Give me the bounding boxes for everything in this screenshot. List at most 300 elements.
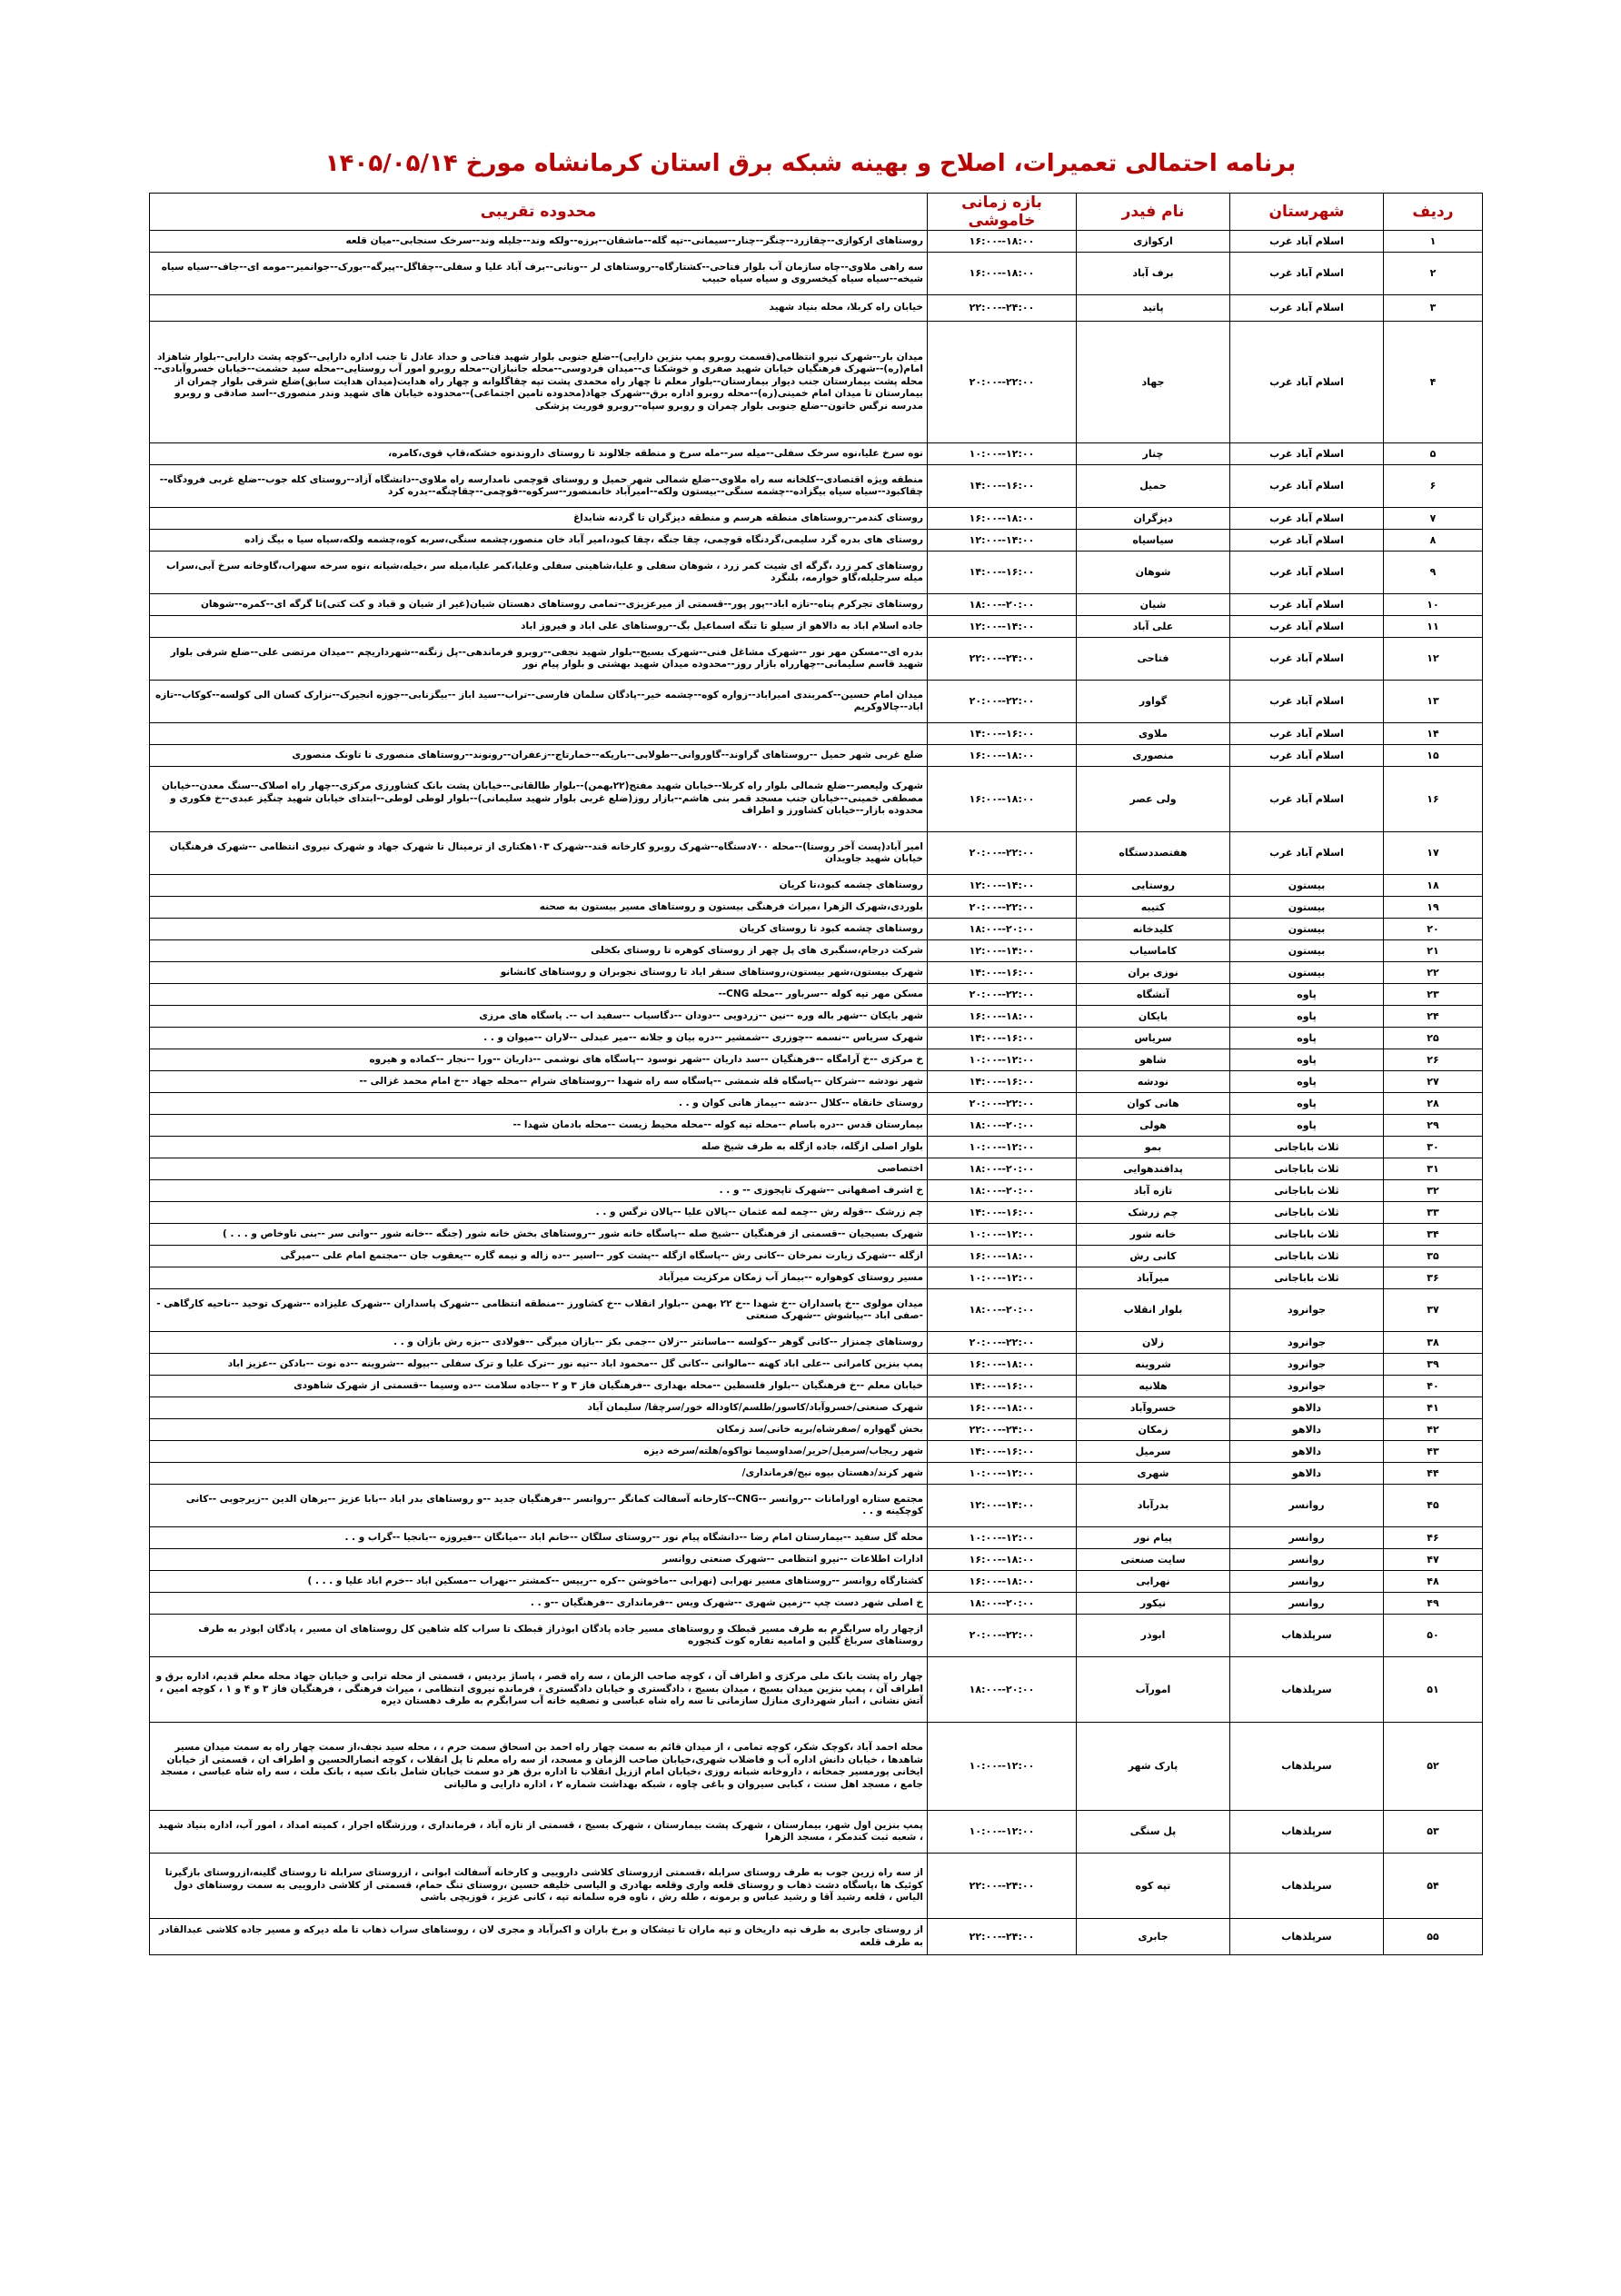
row-city: اسلام آباد غرب — [1230, 616, 1384, 638]
row-city: پاوه — [1230, 984, 1384, 1006]
row-number: ۴۹ — [1384, 1593, 1483, 1615]
row-area: روستاهای چمنزار --کانی گوهر --کولسه --ماسانتر --زلان --جمی بکز --بازان میرگی --فولادی --بزه رش بازان و . . — [150, 1332, 928, 1354]
row-feeder: ملاوی — [1077, 723, 1230, 745]
table-row — [150, 1332, 1483, 1354]
row-outage-time: ۱۴:۰۰--۱۶:۰۰ — [928, 465, 1077, 508]
row-area: پمپ بنزین اول شهر، بیمارستان ، شهرک پشت بیمارستان ، شهرک بسیج ، قسمتی از تازه آباد ، فرمانداری ، ورزشگاه اجرار ، کمیته امداد ، امور آب، اداره بنیاد شهید ، شعبه ثبت کندمکر ، مسجد الزهرا — [150, 1811, 928, 1854]
row-area: مسکن مهر تپه کوله --سرباور --محله CNG-- — [150, 984, 928, 1006]
table-row — [150, 1397, 1483, 1419]
row-area: از روستای جابری به طرف تپه داریخان و تپه ماران تا تیشکان و برخ باران و اکبرآباد و مجری لان ، روستاهای سراب ذهاب تا مله دیرکه و مسیر جاده کلاشی عبدالقادر به طرف قلعه — [150, 1919, 928, 1955]
row-outage-time: ۱۸:۰۰--۲۰:۰۰ — [928, 594, 1077, 616]
row-number: ۳۴ — [1384, 1224, 1483, 1246]
row-area: شهر کرند/دهستان بیوه نیج/فرمانداری/ — [150, 1463, 928, 1485]
table-row — [150, 443, 1483, 465]
row-city: پاوه — [1230, 1093, 1384, 1115]
row-number: ۳۲ — [1384, 1180, 1483, 1202]
row-number: ۴۱ — [1384, 1397, 1483, 1419]
row-outage-time: ۲۲:۰۰--۲۴:۰۰ — [928, 1854, 1077, 1919]
row-feeder: کتیبه — [1077, 897, 1230, 919]
table-row — [150, 1854, 1483, 1919]
row-feeder: روستایی — [1077, 875, 1230, 897]
table-row — [150, 508, 1483, 530]
row-city: سرپلذهاب — [1230, 1615, 1384, 1657]
row-number: ۴۳ — [1384, 1441, 1483, 1463]
row-city: بیستون — [1230, 940, 1384, 962]
row-outage-time: ۲۰:۰۰--۲۲:۰۰ — [928, 1615, 1077, 1657]
table-body — [150, 231, 1483, 1955]
row-feeder: ارکوازی — [1077, 231, 1230, 253]
row-outage-time: ۱۰:۰۰--۱۲:۰۰ — [928, 1137, 1077, 1158]
table-row — [150, 1028, 1483, 1049]
row-city: سرپلذهاب — [1230, 1811, 1384, 1854]
row-feeder: زلان — [1077, 1332, 1230, 1354]
row-outage-time: ۱۴:۰۰--۱۶:۰۰ — [928, 552, 1077, 594]
row-outage-time: ۱۰:۰۰--۱۲:۰۰ — [928, 443, 1077, 465]
row-outage-time: ۱۶:۰۰--۱۸:۰۰ — [928, 508, 1077, 530]
row-area: شهرک ولیعصر--ضلع شمالی بلوار راه کربلا--خیابان شهید مفتح(۲۲بهمن)--بلوار طالقانی--خیابان پشت بانک کشاورزی مرکزی--چهار راه اصلاک--سنگ معدن--خیابان مصطفی خمینی--خیابان جنب مسجد قمر بنی هاشم--بازار روز(ضلع غربی بلوار شهید سلیمانی)--بلوار لوطی لوطی--ابتدای خیابان شهید چنگیز عبدی--خ فکوری و محدوده بازار--خیابان کشاورز و اطراف — [150, 767, 928, 832]
row-feeder: سیاسیاه — [1077, 530, 1230, 552]
table-header-row — [150, 194, 1483, 231]
row-number: ۱۸ — [1384, 875, 1483, 897]
row-city: اسلام آباد غرب — [1230, 723, 1384, 745]
row-number: ۲۲ — [1384, 962, 1483, 984]
header-city: شهرستان — [1230, 194, 1384, 231]
row-feeder: شوهان — [1077, 552, 1230, 594]
row-feeder: چم زرشک — [1077, 1202, 1230, 1224]
row-area: نوه سرخ علیا،نوه سرخک سفلی--میله سر--مله سرخ و منطقه جلالوند تا روستای داروندنوه خشکه،قاپ قوی،کامره، — [150, 443, 928, 465]
table-row — [150, 1615, 1483, 1657]
row-number: ۵۴ — [1384, 1854, 1483, 1919]
row-city: ثلاث باباجانی — [1230, 1137, 1384, 1158]
row-outage-time: ۱۴:۰۰--۱۶:۰۰ — [928, 1028, 1077, 1049]
row-city: سرپلذهاب — [1230, 1723, 1384, 1811]
row-feeder: نوزی بران — [1077, 962, 1230, 984]
row-area: محله احمد آباد ،کوچک شکر، کوچه تمامی ، از میدان قائم به سمت چهار راه احمد بن اسحاق سمت حرم ، ، محله سید نجف،از سمت چهار راه به سمت میدان مسیر شاهدها ، خیابان دانش اداره آب و فاضلاب شهری،خیابان صاحب الزمان و مسجد، از سه راه معلم تا پل انقلاب ، کوچه انصارالحسین و اطراف ان ، قسمتی از خیابان ایخانی پورمسیر جمخانه ، داروخانه شبانه روزی ،خیابان امام اززیل انقلاب تا اداره برق هر دو سمت خیابان شامل بانک سپه ، بانک ملت ، سه راه شاه عباسی ، مسجد جامع ، مسجد اهل سنت ، کبابی سیروان و باغی چاوه ، شبکه بهداشت شماره ۲ ، اداره دارایی و مالیاتی — [150, 1723, 928, 1811]
row-city: سرپلذهاب — [1230, 1657, 1384, 1723]
row-area: بخش گهواره /صفرشاه/بریه خانی/سد زمکان — [150, 1419, 928, 1441]
row-city: ثلاث باباجانی — [1230, 1224, 1384, 1246]
table-row — [150, 465, 1483, 508]
row-number: ۱۲ — [1384, 638, 1483, 681]
table-row — [150, 231, 1483, 253]
row-area: شهرک بیستون،شهر بیستون،روستاهای سنقر اباد تا روستای نجوبران و روستاهای کانشانو — [150, 962, 928, 984]
row-number: ۲۳ — [1384, 984, 1483, 1006]
row-city: بیستون — [1230, 875, 1384, 897]
row-number: ۱۹ — [1384, 897, 1483, 919]
row-outage-time: ۱۶:۰۰--۱۸:۰۰ — [928, 1354, 1077, 1376]
row-city: ثلاث باباجانی — [1230, 1267, 1384, 1289]
row-area: شهر ریجاب/سرمیل/حریر/صداوسیما نواکوه/هلته/سرخه دیزه — [150, 1441, 928, 1463]
table-row — [150, 253, 1483, 295]
row-number: ۴۵ — [1384, 1485, 1483, 1527]
row-number: ۴۷ — [1384, 1549, 1483, 1571]
row-feeder: تپه کوه — [1077, 1854, 1230, 1919]
row-feeder: زمکان — [1077, 1419, 1230, 1441]
table-row — [150, 919, 1483, 940]
row-number: ۲۹ — [1384, 1115, 1483, 1137]
row-feeder: منصوری — [1077, 745, 1230, 767]
table-row — [150, 530, 1483, 552]
row-city: پاوه — [1230, 1006, 1384, 1028]
row-number: ۴۰ — [1384, 1376, 1483, 1397]
header-outage-time: بازه زمانی خاموشی — [928, 194, 1077, 231]
row-outage-time: ۱۰:۰۰--۱۲:۰۰ — [928, 1224, 1077, 1246]
row-city: اسلام آباد غرب — [1230, 231, 1384, 253]
row-number: ۵۳ — [1384, 1811, 1483, 1854]
row-outage-time: ۱۴:۰۰--۱۶:۰۰ — [928, 1202, 1077, 1224]
row-feeder: چنار — [1077, 443, 1230, 465]
row-city: اسلام آباد غرب — [1230, 767, 1384, 832]
row-city: اسلام آباد غرب — [1230, 295, 1384, 322]
row-number: ۳۱ — [1384, 1158, 1483, 1180]
row-feeder: بایکان — [1077, 1006, 1230, 1028]
row-feeder: آتشگاه — [1077, 984, 1230, 1006]
row-number: ۲۱ — [1384, 940, 1483, 962]
row-area: شهر نودشه --شرکان --پاسگاه قله شمشی --پاسگاه سه راه شهدا --روستاهای شرام --محله جهاد --خ امام محمد غزالی -- — [150, 1071, 928, 1093]
row-outage-time: ۱۸:۰۰--۲۰:۰۰ — [928, 1289, 1077, 1332]
table-row — [150, 322, 1483, 443]
row-area: روستاهای تجرکرم پناه--تازه اباد--پور پور--قسمتی از میرعزیزی--تمامی روستاهای دهستان شیان(غیر از شیان و قباد و کت کتی)تا گرگه ای--کمره--شوهان — [150, 594, 928, 616]
row-area: بلوردی،شهرک الزهرا ،میراث فرهنگی بیستون و روستاهای مسیر بیستون به صحنه — [150, 897, 928, 919]
row-feeder: شروینه — [1077, 1354, 1230, 1376]
row-city: اسلام آباد غرب — [1230, 681, 1384, 723]
row-feeder: ولی عصر — [1077, 767, 1230, 832]
row-city: جوانرود — [1230, 1289, 1384, 1332]
header-row-number: ردیف — [1384, 194, 1483, 231]
row-feeder: سرمیل — [1077, 1441, 1230, 1463]
row-city: ثلاث باباجانی — [1230, 1158, 1384, 1180]
row-area: جاده اسلام اباد به دالاهو از سیلو تا تنگه اسماعیل بگ--روستاهای علی اباد و فیروز اباد — [150, 616, 928, 638]
table-row — [150, 295, 1483, 322]
table-row — [150, 832, 1483, 875]
row-outage-time: ۲۰:۰۰--۲۲:۰۰ — [928, 322, 1077, 443]
row-city: اسلام آباد غرب — [1230, 638, 1384, 681]
row-feeder: دیزگران — [1077, 508, 1230, 530]
row-number: ۱۱ — [1384, 616, 1483, 638]
row-outage-time: ۱۰:۰۰--۱۲:۰۰ — [928, 1463, 1077, 1485]
row-number: ۴۴ — [1384, 1463, 1483, 1485]
row-outage-time: ۱۸:۰۰--۲۰:۰۰ — [928, 919, 1077, 940]
row-outage-time: ۱۲:۰۰--۱۴:۰۰ — [928, 940, 1077, 962]
row-city: روانسر — [1230, 1593, 1384, 1615]
row-outage-time: ۱۶:۰۰--۱۸:۰۰ — [928, 231, 1077, 253]
row-feeder: کلیدخانه — [1077, 919, 1230, 940]
row-city: پاوه — [1230, 1115, 1384, 1137]
row-city: روانسر — [1230, 1571, 1384, 1593]
table-row — [150, 1549, 1483, 1571]
row-area: بیمارستان قدس --دره باسام --محله تپه کوله --محله محیط زیست --محله بادمان شهدا -- — [150, 1115, 928, 1137]
row-area: اختصاصی — [150, 1158, 928, 1180]
row-city: اسلام آباد غرب — [1230, 552, 1384, 594]
row-area: مجتمع ستاره اورامانات --روانسر --CNG--کارخانه آسفالت کمانگر --روانسر --فرهنگیان جدید --و روستاهای بدر اباد --بابا عزیز --برهان الدین --زیرجوبی --کانی کوچکینه و . . — [150, 1485, 928, 1527]
table-row — [150, 1657, 1483, 1723]
row-area: روستای خانقاه --کلال --دشه --بیماز هانی کوان و . . — [150, 1093, 928, 1115]
row-number: ۱۶ — [1384, 767, 1483, 832]
row-outage-time: ۲۰:۰۰--۲۲:۰۰ — [928, 984, 1077, 1006]
table-row — [150, 723, 1483, 745]
row-area: میدان امام حسین--کمربندی امیراباد--زواره کوه--چشمه خیر--پادگان سلمان فارسی--تراب--سید اباز --بیگزنابی--جوزه انجیرک--نزارک کسان الی کولسه--کوکاب--تازه اباد--چالاوکریم — [150, 681, 928, 723]
row-area: بلوار اصلی ازگله، جاده ازگله به طرف شیخ صله — [150, 1137, 928, 1158]
row-outage-time: ۱۲:۰۰--۱۴:۰۰ — [928, 616, 1077, 638]
row-area: روستاهای چشمه کبود تا روستای کریان — [150, 919, 928, 940]
row-number: ۵۱ — [1384, 1657, 1483, 1723]
row-area: شهرک صنعتی/خسروآباد/کاسور/طلسم/کاوداله خور/سرچقا/ سلیمان آباد — [150, 1397, 928, 1419]
row-feeder: پیام نور — [1077, 1527, 1230, 1549]
table-row — [150, 1180, 1483, 1202]
row-area: سه راهی ملاوی--چاه سازمان آب بلوار فتاحی--کشتارگاه--روستاهای لر --ونانی--برف آباد علیا و سفلی--چقاگل--پیرگه--بورک--جوانمیر--مومه ای--جاف--سیاه سیاه شیخه--سیاه سیاه کیخسروی و سیاه سیاه حبیب — [150, 253, 928, 295]
row-outage-time: ۱۸:۰۰--۲۰:۰۰ — [928, 1593, 1077, 1615]
row-feeder: کاماسیاب — [1077, 940, 1230, 962]
row-area: ازچهار راه سرابگرم به طرف مسیر قبطک و روستاهای مسیر جاده پادگان ابوذراز قبطک تا سراب کله شاهین کل روستاهای ان مسیر ، پادگان ابوذر به طرف روستاهای سرباغ گلین و امامیه تفاره کوت کنجوره — [150, 1615, 928, 1657]
table-row — [150, 745, 1483, 767]
row-feeder: حمیل — [1077, 465, 1230, 508]
row-outage-time: ۲۰:۰۰--۲۲:۰۰ — [928, 1332, 1077, 1354]
row-city: روانسر — [1230, 1549, 1384, 1571]
row-feeder: ابوذر — [1077, 1615, 1230, 1657]
header-feeder: نام فیدر — [1077, 194, 1230, 231]
row-city: اسلام آباد غرب — [1230, 530, 1384, 552]
row-feeder: گواور — [1077, 681, 1230, 723]
row-outage-time: ۲۲:۰۰--۲۴:۰۰ — [928, 638, 1077, 681]
row-outage-time: ۲۲:۰۰--۲۴:۰۰ — [928, 295, 1077, 322]
row-area: چهار راه پشت بانک ملی مرکزی و اطراف آن ، کوچه صاحب الزمان ، سه راه قصر ، پاساژ بردیس ، قسمتی از محله ترابی و خیابان جهاد محله معلم قدیم، اداره برق و اطراف آن ، پمپ بنزین میدان بسیج ، میدان بسیج ، دادگستری و خیابان دادگستری ، فرمانده نیروی انتظامی ، میراث فرهنگی ، فرهنگیان فاز ۳ و ۴ و ۱ ، کوچه امین ، آتش نشانی ، انبار شهرداری منازل سازمانی تا سه راه شاه عباسی و تصفیه خانه آب سرابگرم به طرف دهستان دیره — [150, 1657, 928, 1723]
table-row — [150, 1571, 1483, 1593]
row-feeder: خسروآباد — [1077, 1397, 1230, 1419]
row-city: اسلام آباد غرب — [1230, 465, 1384, 508]
row-number: ۳۸ — [1384, 1332, 1483, 1354]
row-feeder: نهرابی — [1077, 1571, 1230, 1593]
row-number: ۳۹ — [1384, 1354, 1483, 1376]
row-city: جوانرود — [1230, 1332, 1384, 1354]
row-number: ۱۳ — [1384, 681, 1483, 723]
row-number: ۳۷ — [1384, 1289, 1483, 1332]
row-feeder: هولی — [1077, 1115, 1230, 1137]
row-outage-time: ۱۶:۰۰--۱۸:۰۰ — [928, 1397, 1077, 1419]
table-row — [150, 594, 1483, 616]
table-row — [150, 1463, 1483, 1485]
row-outage-time: ۱۲:۰۰--۱۴:۰۰ — [928, 530, 1077, 552]
row-feeder: هلانیه — [1077, 1376, 1230, 1397]
table-row — [150, 1527, 1483, 1549]
row-city: اسلام آباد غرب — [1230, 594, 1384, 616]
row-area: امیر آباد(پست آخر روستا)--محله ۷۰۰دستگاه--شهرک روبرو کارخانه قند--شهرک ۱۰۳هکتاری از ترمینال تا شهرک جهاد و شهرک نیروی انتظامی --شهرک فرهنگیان خیابان شهید جاویدان — [150, 832, 928, 875]
row-outage-time: ۱۴:۰۰--۱۶:۰۰ — [928, 723, 1077, 745]
row-feeder: هفتصددستگاه — [1077, 832, 1230, 875]
row-feeder: جابری — [1077, 1919, 1230, 1955]
row-area: شرکت درجام،سنگبری های پل چهر از روستای کوهره تا روستای بکخلی — [150, 940, 928, 962]
table-row — [150, 767, 1483, 832]
row-number: ۴۲ — [1384, 1419, 1483, 1441]
row-feeder: خانه شور — [1077, 1224, 1230, 1246]
row-number: ۶ — [1384, 465, 1483, 508]
row-area: بدره ای--مسکن مهر نور --شهرک مشاغل فنی--شهرک بسیج--بلوار شهید نجفی--روبرو فرماندهی--پل زنگنه--شهرداریچم --میدان مرتضی علی--ضلع شرقی بلوار شهید قاسم سلیمانی--چهارراه بازار روز--محدوده میدان شهید بهشتی و بلوار پیام نور — [150, 638, 928, 681]
row-feeder: سریاس — [1077, 1028, 1230, 1049]
table-row — [150, 897, 1483, 919]
row-area: روستای کندمر--روستاهای منطقه هرسم و منطقه دیزگران تا گردنه شابداغ — [150, 508, 928, 530]
row-city: اسلام آباد غرب — [1230, 443, 1384, 465]
row-city: دالاهو — [1230, 1463, 1384, 1485]
row-number: ۱۷ — [1384, 832, 1483, 875]
row-area: روستای های بدره گرد سلیمی،گردنگاه قوچمی، چقا جنگه ،چقا کبود،امیر آباد خان منصور،چشمه سنگی،سربه کوه،چشمه ولکه،سیاه سیا ه بیگ زاده — [150, 530, 928, 552]
row-area: روستاهای ارکوازی--چقازرد--چنگر--چنار--سیمانی--تپه گله--ماشقان--برزه--ولکه وند--جلیله وند--سرخک سنجابی--میان قلعه — [150, 231, 928, 253]
table-row — [150, 1093, 1483, 1115]
row-outage-time: ۱۴:۰۰--۱۶:۰۰ — [928, 1071, 1077, 1093]
row-outage-time: ۱۴:۰۰--۱۶:۰۰ — [928, 1376, 1077, 1397]
row-number: ۲۶ — [1384, 1049, 1483, 1071]
row-number: ۲۵ — [1384, 1028, 1483, 1049]
row-city: ثلاث باباجانی — [1230, 1202, 1384, 1224]
row-city: پاوه — [1230, 1049, 1384, 1071]
row-city: جوانرود — [1230, 1354, 1384, 1376]
row-outage-time: ۱۴:۰۰--۱۶:۰۰ — [928, 1441, 1077, 1463]
row-city: پاوه — [1230, 1071, 1384, 1093]
row-city: بیستون — [1230, 919, 1384, 940]
header-area: محدوده تقریبی — [150, 194, 928, 231]
row-area: کشتارگاه روانسر --روستاهای مسیر نهرابی (نهرابی --ماخوشن --کره --رییس --کمشتر --نهراب --مسکین اباد --خرم اباد علیا و . . . ) — [150, 1571, 928, 1593]
row-number: ۲۴ — [1384, 1006, 1483, 1028]
row-city: پاوه — [1230, 1028, 1384, 1049]
row-outage-time: ۱۶:۰۰--۱۸:۰۰ — [928, 1549, 1077, 1571]
row-city: بیستون — [1230, 897, 1384, 919]
table-row — [150, 1049, 1483, 1071]
row-number: ۵۰ — [1384, 1615, 1483, 1657]
row-number: ۱۵ — [1384, 745, 1483, 767]
table-row — [150, 552, 1483, 594]
table-row — [150, 1811, 1483, 1854]
table-row — [150, 1071, 1483, 1093]
row-city: سرپلذهاب — [1230, 1854, 1384, 1919]
row-number: ۴۸ — [1384, 1571, 1483, 1593]
row-area: خ مرکزی --خ آرامگاه --فرهنگیان --سد داریان --شهر نوسود --پاسگاه های نوشمی --داریان --ورا --نجار --کماده و هیروه — [150, 1049, 928, 1071]
row-feeder: برف آباد — [1077, 253, 1230, 295]
row-number: ۱۰ — [1384, 594, 1483, 616]
row-feeder: علی آباد — [1077, 616, 1230, 638]
table-row — [150, 1158, 1483, 1180]
row-outage-time: ۲۰:۰۰--۲۲:۰۰ — [928, 681, 1077, 723]
row-city: بیستون — [1230, 962, 1384, 984]
table-row — [150, 984, 1483, 1006]
row-number: ۹ — [1384, 552, 1483, 594]
row-outage-time: ۱۶:۰۰--۱۸:۰۰ — [928, 745, 1077, 767]
row-feeder: پل سنگی — [1077, 1811, 1230, 1854]
row-area: میدان بار--شهرک نیرو انتظامی(قسمت روبرو پمپ بنزین دارایی)--ضلع جنوبی بلوار شهید فتاحی و حداد عادل تا جنب اداره دارایی--کوچه پشت دارایی--بلوار شاهزاد امام(ره)--شهرک فرهنگیان خیابان شهید صفری و خوشکنا ی--میدان فردوسی--محله جانبازان--محله روبرو امور آب روستایی--محله سید حشمت--خیابان خسروآبادی--محله پشت بیمارستان جنب دیوار بیمارستان--بلوار معلم تا چهار راه محمدی پشت تپه چقاگلوانه و چهار راه هدایت(میدان هدایت سابق)ضلع شرقی بلوار چمران از بیمارستان تا میدان امام خمینی(ره)--محله روبرو اداره برق--شهرک جهاد(محدوده تامین اجتماعی)--محدوده خیابان های شهید وندر منصوری--اسد صادقی و روبرو مدرسه نرگس خاتون--ضلع جنوبی بلوار چمران و روبرو سپاه--روبرو فوریت پزشکی — [150, 322, 928, 443]
row-city: ثلاث باباجانی — [1230, 1246, 1384, 1267]
table-row — [150, 1006, 1483, 1028]
row-city: روانسر — [1230, 1485, 1384, 1527]
table-row — [150, 1354, 1483, 1376]
row-number: ۲۰ — [1384, 919, 1483, 940]
table-row — [150, 1137, 1483, 1158]
row-outage-time: ۱۴:۰۰--۱۶:۰۰ — [928, 962, 1077, 984]
table-row — [150, 1376, 1483, 1397]
row-number: ۱۴ — [1384, 723, 1483, 745]
row-area: خ اشرف اصفهانی --شهرک تاپجوزی -- و . . — [150, 1180, 928, 1202]
row-outage-time: ۲۰:۰۰--۲۲:۰۰ — [928, 832, 1077, 875]
page-title: برنامه احتمالی تعمیرات، اصلاح و بهینه شبکه برق استان کرمانشاه مورخ ۱۴۰۵/۰۵/۱۴ — [324, 150, 1297, 177]
table-row — [150, 1267, 1483, 1289]
row-city: اسلام آباد غرب — [1230, 508, 1384, 530]
row-city: روانسر — [1230, 1527, 1384, 1549]
row-number: ۷ — [1384, 508, 1483, 530]
row-feeder: جهاد — [1077, 322, 1230, 443]
row-number: ۲ — [1384, 253, 1483, 295]
table-row — [150, 940, 1483, 962]
row-area: ازگله --شهرک زیارت نمرخان --کانی رش --پاسگاه ازگله --پشت کور --اسیر --ده زاله و نیمه گاره --یعقوب جان --مجتمع امام علی --میرگی — [150, 1246, 928, 1267]
table-row — [150, 1246, 1483, 1267]
row-area: خیابان معلم --خ فرهنگیان --بلوار فلسطین --محله بهداری --فرهنگیان فاز ۳ و ۲ --جاده سلامت --ده وسیما --قسمتی از شهرک شاهودی — [150, 1376, 928, 1397]
row-area: روستاهای چشمه کبود،تا کریان — [150, 875, 928, 897]
row-feeder: بدرآباد — [1077, 1485, 1230, 1527]
row-number: ۲۸ — [1384, 1093, 1483, 1115]
row-feeder: شیان — [1077, 594, 1230, 616]
table-row — [150, 616, 1483, 638]
row-city: اسلام آباد غرب — [1230, 322, 1384, 443]
table-row — [150, 1289, 1483, 1332]
row-area: منطقه ویژه اقتصادی--کلخانه سه راه ملاوی--ضلع شمالی شهر حمیل و روستای قوچمی نامدارسه راه ملاوی--دانشگاه آزاد--روستای کله جوب--ضلع غربی فرودگاه--چقاکبود--سیاه سیاه بیگزاده--چشمه سنگی--بیستون ولکه--امیرآباد خانمنصور--سرکوه--قوچمی--چقاچنگه--بدره کرد — [150, 465, 928, 508]
row-outage-time: ۲۰:۰۰--۲۲:۰۰ — [928, 897, 1077, 919]
row-area: ادارات اطلاعات --نیرو انتظامی --شهرک صنعتی روانسر — [150, 1549, 928, 1571]
row-outage-time: ۱۶:۰۰--۱۸:۰۰ — [928, 253, 1077, 295]
row-feeder: نودشه — [1077, 1071, 1230, 1093]
row-number: ۴ — [1384, 322, 1483, 443]
row-feeder: امورآب — [1077, 1657, 1230, 1723]
row-city: اسلام آباد غرب — [1230, 253, 1384, 295]
outage-schedule-table — [149, 193, 1483, 1955]
row-feeder: هانی کوان — [1077, 1093, 1230, 1115]
row-city: دالاهو — [1230, 1397, 1384, 1419]
table-row — [150, 1485, 1483, 1527]
row-outage-time: ۱۶:۰۰--۱۸:۰۰ — [928, 767, 1077, 832]
table-row — [150, 1441, 1483, 1463]
row-outage-time: ۱۰:۰۰--۱۲:۰۰ — [928, 1267, 1077, 1289]
row-area: پمپ بنزین کامرانی --علی اباد کهنه --مالوانی --کانی گل --محمود اباد --تپه نور --ترک علیا و ترک سفلی --بیوله --شروینه --ده نوت --بادکن --عزیز اباد — [150, 1354, 928, 1376]
row-area: شهرک سریاس --نسمه --چوزری --شمشیر --دره بیان و جلانه --میر عبدلی --لاران --میوان و . . — [150, 1028, 928, 1049]
row-city: جوانرود — [1230, 1376, 1384, 1397]
row-area: خ اصلی شهر دست چپ --زمین شهری --شهرک ویس --فرمانداری --فرهنگیان --و . . — [150, 1593, 928, 1615]
table-row — [150, 1419, 1483, 1441]
row-number: ۳ — [1384, 295, 1483, 322]
row-outage-time: ۱۰:۰۰--۱۲:۰۰ — [928, 1811, 1077, 1854]
row-outage-time: ۱۰:۰۰--۱۲:۰۰ — [928, 1049, 1077, 1071]
table-row — [150, 1115, 1483, 1137]
row-outage-time: ۱۶:۰۰--۱۸:۰۰ — [928, 1246, 1077, 1267]
row-feeder: شهری — [1077, 1463, 1230, 1485]
row-outage-time: ۲۲:۰۰--۲۴:۰۰ — [928, 1419, 1077, 1441]
table-row — [150, 638, 1483, 681]
row-feeder: سایت صنعتی — [1077, 1549, 1230, 1571]
row-city: ثلاث باباجانی — [1230, 1180, 1384, 1202]
table-row — [150, 1224, 1483, 1246]
row-outage-time: ۲۲:۰۰--۲۴:۰۰ — [928, 1919, 1077, 1955]
row-area: روستاهای کمر زرد ،گرگه ای شیت کمر زرد ، شوهان سفلی و علیا،شاهینی سفلی وعلیا،کمر علیا،میله سر ،خیله،شیانه ،نوه سرخه سهراب،گاوخانه سرخ آبی،سراب میله سرجلیله،گاو خوارمه، بلنگرد — [150, 552, 928, 594]
row-number: ۲۷ — [1384, 1071, 1483, 1093]
row-number: ۳۳ — [1384, 1202, 1483, 1224]
row-outage-time: ۲۰:۰۰--۲۲:۰۰ — [928, 1093, 1077, 1115]
row-number: ۱ — [1384, 231, 1483, 253]
row-feeder: بمو — [1077, 1137, 1230, 1158]
row-outage-time: ۱۶:۰۰--۱۸:۰۰ — [928, 1006, 1077, 1028]
row-number: ۵۲ — [1384, 1723, 1483, 1811]
row-outage-time: ۱۰:۰۰--۱۲:۰۰ — [928, 1527, 1077, 1549]
table-row — [150, 875, 1483, 897]
table-row — [150, 1919, 1483, 1955]
row-outage-time: ۱۸:۰۰--۲۰:۰۰ — [928, 1180, 1077, 1202]
row-feeder: تازه آباد — [1077, 1180, 1230, 1202]
row-outage-time: ۱۰:۰۰--۱۲:۰۰ — [928, 1723, 1077, 1811]
row-city: سرپلذهاب — [1230, 1919, 1384, 1955]
row-city: اسلام آباد غرب — [1230, 745, 1384, 767]
row-area: شهرک بسیجیان --قسمتی از فرهنگیان --شیخ صله --پاسگاه خانه شور --روستاهای بخش خانه شور (جنگه --خانه شور --وانی سر --بنی ناوخاص و . . . ) — [150, 1224, 928, 1246]
